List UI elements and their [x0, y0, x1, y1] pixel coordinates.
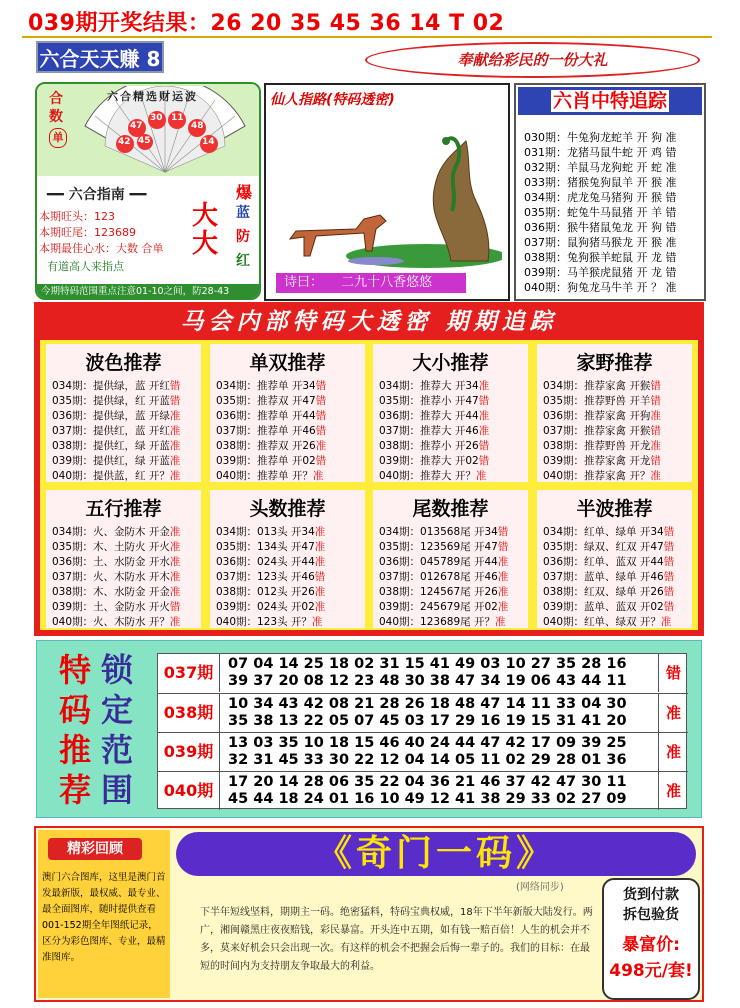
zhuizong-row: 036期：猴牛猪鼠兔龙 开 狗 错: [524, 221, 677, 234]
recommend-row-result: 准: [169, 571, 181, 583]
recommend-row-text: 036期：024头 开44: [216, 556, 315, 568]
zhuizong-row: 035期：蛇兔牛马鼠猪 开 羊 错: [524, 206, 677, 219]
recommend-section: [34, 302, 704, 636]
recommend-row: [52, 378, 180, 393]
zhuizong-row: 039期：马羊猴虎鼠猪 开 龙 错: [524, 266, 677, 279]
recommend-row: [543, 569, 674, 584]
recommend-row-result: 错: [315, 395, 327, 407]
recommend-row: [216, 614, 322, 629]
recommend-card-title: 大小推荐: [412, 352, 489, 374]
fan-number: 47: [130, 121, 143, 131]
zhuizong-title-text: 六肖中特追踪: [552, 90, 667, 112]
recommend-row-text: 034期：推荐大 开34: [379, 380, 479, 392]
recommend-row: [379, 614, 505, 629]
recommend-row-result: 错: [650, 425, 661, 437]
recommend-row: [379, 438, 489, 453]
recommend-row: [543, 453, 661, 468]
recommend-card-title: 半波推荐: [576, 498, 653, 520]
recommend-row-result: 准: [478, 380, 490, 392]
lock-period: 040期: [158, 772, 220, 810]
recommend-row: [52, 393, 180, 408]
lock-right-char: 围: [101, 771, 134, 809]
fan-number: 14: [202, 137, 215, 147]
recommend-row: [216, 468, 323, 483]
lock-numbers-line: 13 03 35 10 18 15 46 40 24 44 47 42 17 09 39 25: [228, 735, 627, 751]
recommend-row: [216, 584, 325, 599]
zhuizong-row: 031期：龙猪马鼠牛蛇 开 鸡 错: [524, 146, 677, 159]
recommend-row-text: 035期：123569尾 开47: [379, 541, 498, 553]
immortal-panel: [264, 83, 510, 301]
recommend-row-text: 039期：245679尾 开02: [379, 601, 498, 613]
recommend-row: [52, 569, 180, 584]
fan-number: 11: [171, 113, 184, 123]
header-bar: [0, 0, 740, 36]
recommend-row: [216, 569, 325, 584]
recommend-row: [543, 554, 674, 569]
recommend-card: [537, 490, 692, 628]
recommend-row: [216, 378, 326, 393]
recommend-card: [373, 490, 528, 628]
lock-result: 准: [658, 772, 688, 810]
zhuizong-row: 034期：虎龙兔马猪狗 开 猴 错: [524, 191, 677, 204]
recommend-row: [543, 524, 674, 539]
recommend-row: [543, 423, 661, 438]
recommend-row-result: 准: [660, 616, 672, 628]
recommend-row: [52, 554, 180, 569]
recommend-row-result: 准: [169, 556, 181, 568]
lock-numbers-line: 17 20 14 28 06 35 22 04 36 21 46 37 42 47 30 11: [228, 774, 627, 790]
zhuizong-panel: [514, 83, 706, 301]
recommend-row-result: 错: [315, 410, 327, 422]
price-line: 拆包验货: [623, 907, 679, 923]
lock-row: [158, 732, 688, 771]
recommend-row: [379, 378, 489, 393]
recommend-row-text: 037期：推荐单 开46: [216, 425, 316, 437]
recommend-row-text: 037期：推荐大 开46: [379, 425, 479, 437]
fan-label-bottom: 单: [49, 128, 67, 148]
zhuizong-row: 037期：鼠狗猪马猴龙 开 猴 准: [524, 236, 677, 249]
recommend-row-text: 038期：推荐小 开26: [379, 440, 479, 452]
zhuizong-title: [518, 87, 702, 115]
recommend-row-result: 准: [169, 440, 181, 452]
recommend-header: 马会内部特码大透密 期期追踪: [180, 308, 558, 335]
review-title: 精彩回顾: [48, 838, 142, 860]
recommend-row-result: 准: [497, 601, 509, 613]
review-text: 澳门六合图库，这里是澳门首发最新版，最权威、最专业、最全面图库，随时提供查看001-152期全年图纸记录，区分为彩色图库、专业，最精准图库。: [42, 872, 166, 963]
recommend-row: [52, 584, 180, 599]
recommend-row-text: 039期：024头 开02: [216, 601, 315, 613]
recommend-row: [543, 614, 671, 629]
lock-numbers: [228, 774, 627, 808]
recommend-card: [210, 490, 365, 628]
recommend-row: [52, 539, 180, 554]
lock-numbers-line: 35 38 13 22 05 07 45 03 17 29 16 19 15 31 41 20: [228, 713, 627, 729]
recommend-row-text: 040期：123689尾 开？: [379, 616, 495, 628]
recommend-row: [52, 468, 180, 483]
recommend-row: [543, 393, 661, 408]
recommend-row: [216, 453, 326, 468]
lock-numbers: [228, 696, 627, 730]
recommend-row-text: 036期：045789尾 开44: [379, 556, 498, 568]
bottom-ad-section: [34, 826, 704, 1002]
poem-bar: [276, 273, 466, 293]
recommend-card: [537, 344, 692, 482]
recommend-row-result: 准: [169, 526, 181, 538]
recommend-row: [379, 584, 508, 599]
recommend-row-text: 038期：提供红，绿 开蓝: [52, 440, 170, 452]
recommend-row-text: 038期：012头 开26: [216, 586, 315, 598]
recommend-row-text: 036期：红单、蓝双 开44: [543, 556, 664, 568]
lock-period: 039期: [158, 733, 220, 771]
lock-range-section: [36, 640, 702, 818]
lock-period: 038期: [158, 694, 220, 732]
recommend-row-result: 错: [478, 395, 490, 407]
recommend-row-text: 036期：土、水防金 开水: [52, 556, 170, 568]
lock-right-char: 范: [101, 731, 134, 769]
recommend-row-result: 错: [650, 395, 661, 407]
recommend-row-text: 034期：013头 开34: [216, 526, 315, 538]
recommend-row-result: 错: [497, 541, 509, 553]
recommend-row-text: 035期：推荐小 开47: [379, 395, 479, 407]
slogan: 奉献给彩民的一份大礼: [365, 42, 700, 78]
draw-result-title: 039期开奖结果：26 20 35 45 36 14 T 02: [28, 11, 505, 36]
recommend-row-result: 准: [314, 541, 326, 553]
poem-label: 诗曰：: [284, 275, 324, 290]
recommend-row: [543, 468, 661, 483]
recommend-row-result: 准: [650, 440, 661, 452]
sync-note: (网络同步): [516, 882, 564, 893]
zhuizong-row: 040期：狗兔龙马牛羊 开 ？ 准: [524, 281, 677, 294]
recommend-grid: [40, 340, 698, 630]
recommend-row-result: 准: [478, 425, 490, 437]
recommend-row: [379, 569, 508, 584]
recommend-row: [543, 438, 661, 453]
recommend-row-result: 错: [478, 455, 490, 467]
lock-period: 037期: [158, 654, 220, 692]
recommend-row: [379, 524, 508, 539]
review-box: [38, 830, 170, 998]
recommend-row: [52, 423, 180, 438]
lock-left-char: 推: [59, 731, 92, 769]
recommend-row-result: 准: [169, 586, 181, 598]
recommend-row: [52, 614, 180, 629]
lock-numbers-line: 32 31 45 33 30 22 12 04 14 05 11 02 29 28 01 36: [228, 752, 627, 768]
recommend-row-text: 036期：推荐家禽 开狗: [543, 410, 651, 422]
recommend-row-text: 040期：红单、绿双 开？: [543, 616, 661, 628]
lock-numbers-line: 07 04 14 25 18 02 31 15 41 49 03 10 27 35 28 16: [228, 656, 627, 672]
recommend-row: [52, 524, 180, 539]
big-da-text: 大大: [192, 201, 219, 259]
recommend-row-text: 034期：提供绿，蓝 开红: [52, 380, 170, 392]
recommend-row-text: 034期：推荐单 开34: [216, 380, 316, 392]
recommend-row-result: 错: [650, 380, 661, 392]
fan-number: 48: [191, 121, 204, 131]
lock-right-char: 定: [101, 691, 134, 729]
recommend-card: [373, 344, 528, 482]
recommend-row-result: 准: [314, 601, 326, 613]
recommend-row-text: 034期：红单、绿单 开34: [543, 526, 664, 538]
guide-title-text: 六合指南: [68, 187, 125, 203]
fan-label: [49, 90, 69, 148]
recommend-row-text: 035期：推荐双 开47: [216, 395, 316, 407]
recommend-row-result: 错: [315, 455, 327, 467]
recommend-row-text: 040期：123头 开？: [216, 616, 312, 628]
recommend-row: [216, 423, 326, 438]
recommend-row-text: 040期：推荐单 开？: [216, 470, 313, 482]
recommend-row-text: 035期：推荐野兽 开羊: [543, 395, 651, 407]
recommend-row: [379, 393, 489, 408]
recommend-row-result: 准: [650, 470, 661, 482]
recommend-row-text: 036期：推荐单 开44: [216, 410, 316, 422]
recommend-row-text: 038期：推荐野兽 开龙: [543, 440, 651, 452]
recommend-row-result: 错: [315, 425, 327, 437]
brand-label: 六合天天赚 8: [36, 41, 164, 73]
price-line: 暴富价:: [622, 935, 680, 955]
recommend-card-title: 尾数推荐: [412, 498, 489, 520]
recommend-row-text: 038期：124567尾 开26: [379, 586, 498, 598]
recommend-row-result: 准: [169, 616, 181, 628]
range-hint: 今期特码范围重点注意01-10之间，防28-43: [37, 284, 259, 300]
guide-panel: [35, 82, 261, 300]
side-char: 蓝: [236, 205, 250, 221]
lock-result: 准: [658, 694, 688, 732]
lock-numbers: [228, 735, 627, 769]
price-box: [602, 878, 700, 1000]
recommend-row-text: 036期：提供绿，蓝 开绿: [52, 410, 170, 422]
recommend-row-text: 040期：推荐大 开？: [379, 470, 476, 482]
recommend-row-text: 040期：推荐家禽 开？: [543, 470, 651, 482]
recommend-row: [543, 584, 674, 599]
recommend-row: [52, 438, 180, 453]
recommend-row-text: 035期：木、土防火 开火: [52, 541, 170, 553]
recommend-card: [46, 490, 201, 628]
lock-numbers-line: 45 44 18 24 01 16 10 49 12 41 38 29 33 02 27 09: [228, 791, 627, 807]
lock-numbers-line: 39 37 20 08 12 23 48 30 38 47 34 19 06 43 44 11: [228, 673, 627, 689]
fan-number: 42: [118, 137, 131, 147]
divider: [22, 36, 712, 38]
recommend-row-result: 错: [314, 571, 326, 583]
recommend-row: [216, 408, 326, 423]
lock-result: 错: [658, 654, 688, 692]
guide-line: 本期旺尾：123689: [39, 226, 136, 239]
recommend-row-text: 034期：火、金防木 开金: [52, 526, 170, 538]
recommend-row-result: 错: [478, 440, 490, 452]
recommend-row-text: 037期：推荐家禽 开猴: [543, 425, 651, 437]
guide-line: 本期旺头：123: [39, 210, 115, 223]
recommend-row-result: 错: [663, 556, 675, 568]
lock-table: [157, 653, 687, 809]
zhuizong-row: 030期：牛兔狗龙蛇羊 开 狗 准: [524, 131, 677, 144]
guide-box: [37, 176, 259, 286]
zhuizong-row: 033期：猪猴兔狗鼠羊 开 猴 准: [524, 176, 677, 189]
recommend-card: [210, 344, 365, 482]
recommend-row-result: 准: [315, 440, 327, 452]
recommend-card-title: 头数推荐: [249, 498, 326, 520]
lock-left-char: 荐: [59, 771, 92, 809]
recommend-row-result: 准: [314, 586, 326, 598]
fan-label-top: 合: [49, 91, 63, 107]
recommend-row: [216, 438, 326, 453]
recommend-row-result: 错: [663, 571, 675, 583]
recommend-row: [216, 539, 325, 554]
lock-row: [158, 693, 688, 732]
price-line: 498元/套!: [609, 961, 693, 981]
recommend-row: [379, 554, 508, 569]
recommend-row-result: 错: [650, 455, 661, 467]
recommend-row-result: 准: [650, 410, 661, 422]
recommend-row: [379, 468, 486, 483]
recommend-row-result: 准: [478, 410, 490, 422]
recommend-row-text: 037期：123头 开46: [216, 571, 315, 583]
lock-left-char: 码: [59, 691, 92, 729]
recommend-row-text: 034期：推荐家禽 开猴: [543, 380, 651, 392]
recommend-row: [379, 539, 508, 554]
guide-line: 本期最佳心水：大数 合单: [39, 242, 164, 255]
recommend-row-text: 039期：土、金防水 开火: [52, 601, 170, 613]
side-char: 爆: [236, 183, 253, 202]
recommend-row-text: 037期：012678尾 开46: [379, 571, 498, 583]
recommend-row: [543, 599, 674, 614]
fan-number: 30: [150, 113, 163, 123]
fan-label-mid: 数: [49, 109, 63, 125]
recommend-card-title: 单双推荐: [249, 352, 326, 374]
recommend-row: [379, 599, 508, 614]
recommend-row-result: 错: [169, 380, 181, 392]
lock-result: 准: [658, 733, 688, 771]
recommend-row-result: 准: [169, 455, 181, 467]
price-line: 货到付款: [623, 887, 679, 903]
recommend-row-result: 错: [497, 526, 509, 538]
recommend-card-title: 家野推荐: [576, 352, 653, 374]
recommend-row-result: 准: [497, 586, 509, 598]
guide-title: ━━ 六合指南 ━━: [47, 187, 147, 203]
recommend-row-result: 错: [315, 380, 327, 392]
recommend-row: [543, 539, 674, 554]
recommend-row-result: 准: [497, 556, 509, 568]
recommend-row: [216, 393, 326, 408]
lock-right-char: 锁: [101, 651, 134, 689]
recommend-card: [46, 344, 201, 482]
recommend-row-result: 准: [169, 425, 181, 437]
recommend-row-result: 准: [169, 541, 181, 553]
recommend-row: [216, 524, 325, 539]
recommend-card-title: 五行推荐: [85, 498, 162, 520]
recommend-row-text: 039期：提供红，绿 开蓝: [52, 455, 170, 467]
recommend-row-text: 036期：推荐大 开44: [379, 410, 479, 422]
recommend-row-text: 039期：蓝单、蓝双 开02: [543, 601, 664, 613]
recommend-row: [52, 599, 180, 614]
recommend-row-result: 准: [169, 470, 181, 482]
recommend-row-result: 错: [663, 526, 675, 538]
qimen-banner: 《奇门一码》: [176, 832, 696, 876]
recommend-row: [379, 423, 489, 438]
recommend-row-result: 错: [663, 586, 675, 598]
recommend-row: [216, 599, 325, 614]
recommend-row: [216, 554, 325, 569]
recommend-row-text: 039期：推荐家禽 开龙: [543, 455, 651, 467]
recommend-row-text: 040期：提供蓝，红 开？: [52, 470, 170, 482]
recommend-card-title: 波色推荐: [85, 352, 162, 374]
lock-left-char: 特: [59, 651, 92, 689]
recommend-row-text: 037期：火、木防水 开木: [52, 571, 170, 583]
dog-and-snake-illustration: [276, 121, 502, 271]
recommend-row-result: 准: [169, 410, 181, 422]
side-char: 防: [236, 229, 250, 245]
recommend-row-result: 准: [475, 470, 487, 482]
recommend-row-result: 准: [311, 616, 323, 628]
recommend-row-text: 038期：推荐双 开26: [216, 440, 316, 452]
qimen-description: 下半年短线坚料，期期主一码。绝密猛料，特码宝典权威，18年下半年新版大陆发行。两广，湘闽赣黑庄夜夜赔钱，彩民暴富。开头连中五期，如有钱一赔百倍！人生的机会并不多，莫来好机会只会出现一次。有这样的机会不把握会后悔一辈子的。我们的目标：在最短的时间内为支持朋友争取最大的利益。: [200, 907, 593, 972]
recommend-row-text: 038期：红双、绿单 开26: [543, 586, 664, 598]
recommend-row: [379, 453, 489, 468]
recommend-row-result: 准: [497, 571, 509, 583]
lock-row: [158, 771, 688, 810]
recommend-row-text: 040期：火、木防水 开？: [52, 616, 170, 628]
recommend-row-result: 准: [314, 556, 326, 568]
recommend-row: [52, 408, 180, 423]
fan-box: [37, 84, 259, 176]
lock-numbers: [228, 656, 627, 690]
zhuizong-row: 038期：兔狗猴羊蛇鼠 开 龙 错: [524, 251, 677, 264]
fan-number: 45: [138, 136, 151, 146]
recommend-row-text: 035期：提供绿，红 开蓝: [52, 395, 170, 407]
lock-row: [158, 654, 688, 693]
recommend-row-result: 错: [169, 601, 181, 613]
recommend-row-text: 037期：提供红，蓝 开红: [52, 425, 170, 437]
recommend-row-result: 错: [663, 601, 675, 613]
zhuizong-row: 032期：羊鼠马龙狗蛇 开 蛇 准: [524, 161, 677, 174]
lock-numbers-line: 10 34 43 42 08 21 28 26 18 48 47 14 11 33 04 30: [228, 696, 627, 712]
recommend-row-result: 错: [663, 541, 675, 553]
recommend-row: [543, 378, 661, 393]
guide-line: 有道高人来指点: [47, 260, 124, 273]
recommend-row-text: 039期：推荐大 开02: [379, 455, 479, 467]
immortal-title: 仙人指路(特码透密): [270, 92, 395, 108]
poem-text: 二九十八香悠悠: [341, 275, 433, 290]
recommend-row-result: 准: [314, 526, 326, 538]
recommend-row: [52, 453, 180, 468]
recommend-row-text: 038期：木、水防金 开金: [52, 586, 170, 598]
recommend-row-result: 准: [312, 470, 324, 482]
recommend-row: [543, 408, 661, 423]
recommend-row: [379, 408, 489, 423]
recommend-row-result: 准: [494, 616, 506, 628]
recommend-row-text: 035期：绿双、红双 开47: [543, 541, 664, 553]
recommend-row-text: 034期：013568尾 开34: [379, 526, 498, 538]
side-char: 红: [236, 253, 250, 269]
recommend-row-text: 037期：蓝单、绿单 开46: [543, 571, 664, 583]
fan-motto: 六合精选财运波: [107, 90, 198, 103]
recommend-row-text: 035期：134头 开47: [216, 541, 315, 553]
recommend-row-text: 039期：推荐单 开02: [216, 455, 316, 467]
recommend-row-result: 错: [169, 395, 181, 407]
